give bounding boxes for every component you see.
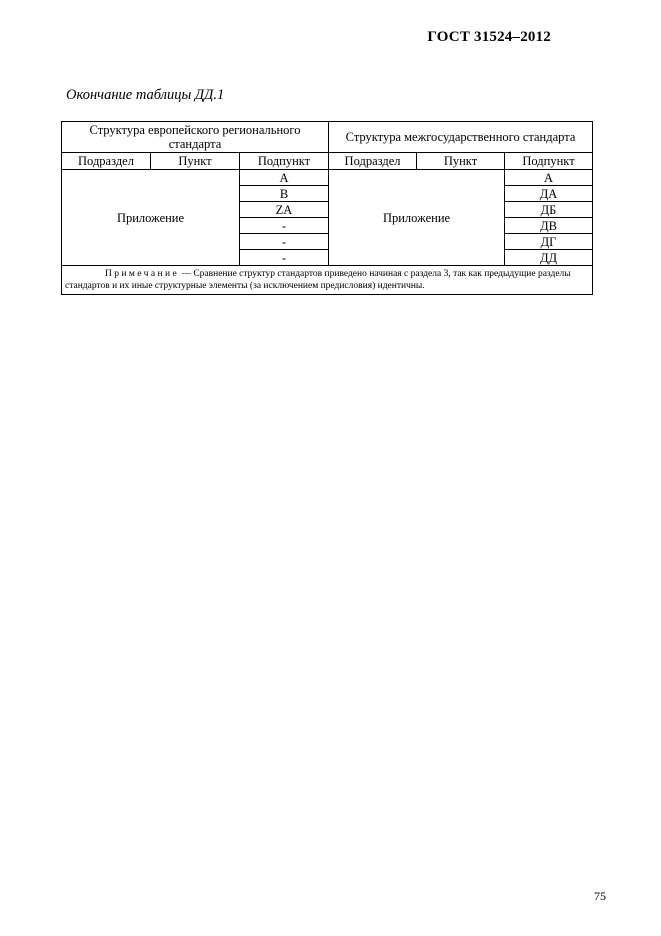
table-caption: Окончание таблицы ДД.1 xyxy=(66,87,225,103)
right-section-cell: Приложение xyxy=(329,170,505,266)
left-item-cell: B xyxy=(240,186,329,202)
note-row xyxy=(62,266,593,295)
column-header: Пункт xyxy=(417,153,505,170)
table-note xyxy=(62,266,593,295)
left-item-cell: A xyxy=(240,170,329,186)
header-interstate-structure: Структура межгосударственного стандарта xyxy=(329,122,593,153)
column-header: Подпункт xyxy=(505,153,593,170)
note-text: — Сравнение структур стандартов приведено начиная с раздела 3, так как предыдущие разделы стандартов и их иные структурные элементы (за исключением предисловия) идентичны. xyxy=(65,269,571,291)
column-header: Подпункт xyxy=(240,153,329,170)
right-item-cell: А xyxy=(505,170,593,186)
document-code: ГОСТ 31524–2012 xyxy=(427,29,551,45)
right-item-cell: ДД xyxy=(505,250,593,266)
note-label: Примечание xyxy=(105,269,180,279)
left-item-cell: ZA xyxy=(240,202,329,218)
page-number: 75 xyxy=(594,889,606,903)
header-european-structure: Структура европейского регионального стандарта xyxy=(62,122,329,153)
structure-comparison-table xyxy=(61,121,593,295)
column-header: Подраздел xyxy=(62,153,151,170)
right-item-cell: ДГ xyxy=(505,234,593,250)
right-item-cell: ДВ xyxy=(505,218,593,234)
left-item-cell: - xyxy=(240,218,329,234)
left-section-cell: Приложение xyxy=(62,170,240,266)
right-item-cell: ДБ xyxy=(505,202,593,218)
table-header-row xyxy=(62,122,593,153)
left-item-cell: - xyxy=(240,234,329,250)
left-item-cell: - xyxy=(240,250,329,266)
column-header: Подраздел xyxy=(329,153,417,170)
right-item-cell: ДА xyxy=(505,186,593,202)
table-row xyxy=(62,170,593,186)
column-header-row xyxy=(62,153,593,170)
column-header: Пункт xyxy=(151,153,240,170)
